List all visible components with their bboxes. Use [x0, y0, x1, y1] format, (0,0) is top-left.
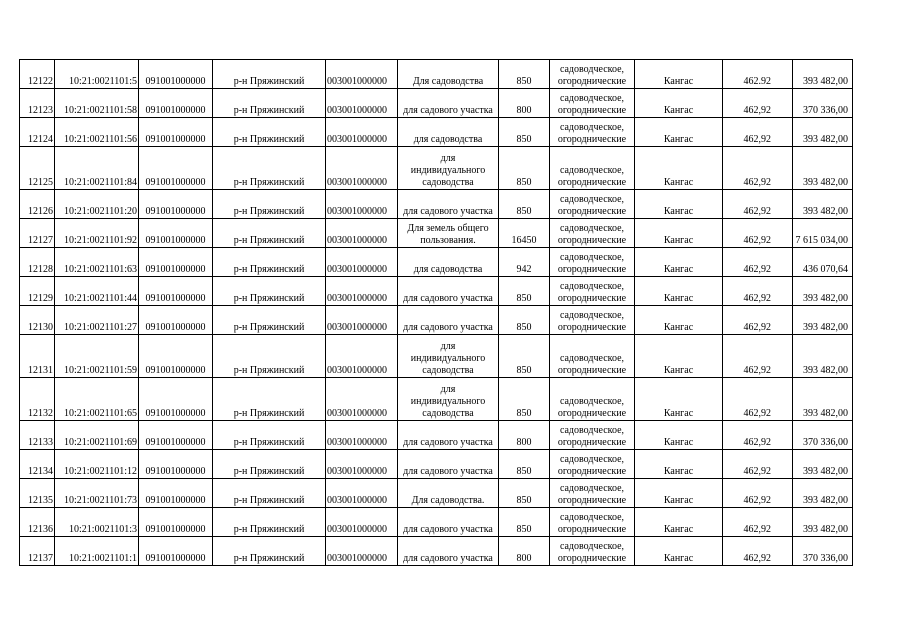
- district-cell: р-н Пряжинский: [213, 450, 326, 479]
- territory-code-cell: 003001000000: [326, 118, 398, 147]
- table-row: [20, 60, 853, 89]
- table-body: [20, 60, 853, 566]
- specific-value-cell: 462,92: [723, 508, 793, 537]
- area-cell: 942: [499, 248, 550, 277]
- district-cell: р-н Пряжинский: [213, 378, 326, 421]
- area-cell: 16450: [499, 219, 550, 248]
- district-cell: р-н Пряжинский: [213, 335, 326, 378]
- area-cell: 850: [499, 479, 550, 508]
- locality-cell: Кангас: [635, 421, 723, 450]
- locality-cell: Кангас: [635, 190, 723, 219]
- area-cell: 850: [499, 118, 550, 147]
- locality-cell: Кангас: [635, 306, 723, 335]
- cadastral-value-cell: 393 482,00: [793, 306, 853, 335]
- land-category-cell: [550, 306, 635, 335]
- specific-value-cell: 462,92: [723, 248, 793, 277]
- territory-code-cell: 003001000000: [326, 277, 398, 306]
- okato-code-cell: 091001000000: [139, 118, 213, 147]
- district-cell: р-н Пряжинский: [213, 479, 326, 508]
- cadastral-value-cell: 393 482,00: [793, 190, 853, 219]
- specific-value-cell: 462,92: [723, 147, 793, 190]
- row-number-cell: 12124: [20, 118, 55, 147]
- okato-code-cell: 091001000000: [139, 219, 213, 248]
- land-category-cell: [550, 190, 635, 219]
- locality-cell: Кангас: [635, 219, 723, 248]
- permitted-use-line: садоводства: [422, 177, 474, 188]
- table-row: [20, 306, 853, 335]
- cadastral-number-cell: 10:21:0021101:27: [55, 306, 139, 335]
- cadastral-value-cell: 370 336,00: [793, 421, 853, 450]
- land-category-cell: [550, 450, 635, 479]
- territory-code-cell: 003001000000: [326, 479, 398, 508]
- land-category-line: садоводческое,: [559, 281, 625, 292]
- territory-code-cell: 003001000000: [326, 450, 398, 479]
- land-category-line: огороднические: [557, 235, 627, 246]
- land-category-cell: [550, 219, 635, 248]
- cadastral-number-cell: 10:21:0021101:5: [55, 60, 139, 89]
- permitted-use-cell: [398, 537, 499, 566]
- locality-cell: Кангас: [635, 450, 723, 479]
- table-row: [20, 508, 853, 537]
- territory-code-cell: 003001000000: [326, 89, 398, 118]
- row-number-cell: 12132: [20, 378, 55, 421]
- permitted-use-line: для садового участка: [403, 206, 493, 217]
- land-category-line: огороднические: [557, 134, 627, 145]
- district-cell: р-н Пряжинский: [213, 508, 326, 537]
- cadastral-value-cell: 393 482,00: [793, 479, 853, 508]
- row-number-cell: 12131: [20, 335, 55, 378]
- permitted-use-cell: [398, 378, 499, 421]
- land-category-line: садоводческое,: [559, 396, 625, 407]
- land-category-line: огороднические: [557, 206, 627, 217]
- table-row: [20, 219, 853, 248]
- table-row: [20, 421, 853, 450]
- okato-code-cell: 091001000000: [139, 190, 213, 219]
- land-category-line: садоводческое,: [559, 483, 625, 494]
- permitted-use-line: Для земель общего: [407, 223, 489, 234]
- table-row: [20, 248, 853, 277]
- locality-cell: Кангас: [635, 147, 723, 190]
- locality-cell: Кангас: [635, 60, 723, 89]
- district-cell: р-н Пряжинский: [213, 306, 326, 335]
- cadastral-number-cell: 10:21:0021101:12: [55, 450, 139, 479]
- specific-value-cell: 462,92: [723, 335, 793, 378]
- territory-code-cell: 003001000000: [326, 335, 398, 378]
- okato-code-cell: 091001000000: [139, 306, 213, 335]
- cadastral-number-cell: 10:21:0021101:56: [55, 118, 139, 147]
- permitted-use-cell: [398, 118, 499, 147]
- okato-code-cell: 091001000000: [139, 537, 213, 566]
- territory-code-cell: 003001000000: [326, 306, 398, 335]
- land-category-line: садоводческое,: [559, 194, 625, 205]
- permitted-use-cell: [398, 479, 499, 508]
- cadastral-number-cell: 10:21:0021101:59: [55, 335, 139, 378]
- permitted-use-cell: [398, 147, 499, 190]
- permitted-use-cell: [398, 190, 499, 219]
- permitted-use-line: пользования.: [420, 235, 476, 246]
- territory-code-cell: 003001000000: [326, 60, 398, 89]
- district-cell: р-н Пряжинский: [213, 118, 326, 147]
- land-category-cell: [550, 248, 635, 277]
- permitted-use-cell: [398, 89, 499, 118]
- land-category-line: огороднические: [557, 524, 627, 535]
- okato-code-cell: 091001000000: [139, 60, 213, 89]
- land-category-line: огороднические: [557, 408, 627, 419]
- permitted-use-line: садоводства: [422, 365, 474, 376]
- permitted-use-line: для: [440, 341, 456, 352]
- row-number-cell: 12129: [20, 277, 55, 306]
- cadastral-number-cell: 10:21:0021101:20: [55, 190, 139, 219]
- land-category-line: садоводческое,: [559, 541, 625, 552]
- permitted-use-line: для садового участка: [403, 293, 493, 304]
- row-number-cell: 12136: [20, 508, 55, 537]
- cadastral-value-cell: 7 615 034,00: [793, 219, 853, 248]
- okato-code-cell: 091001000000: [139, 277, 213, 306]
- row-number-cell: 12134: [20, 450, 55, 479]
- okato-code-cell: 091001000000: [139, 450, 213, 479]
- territory-code-cell: 003001000000: [326, 537, 398, 566]
- district-cell: р-н Пряжинский: [213, 60, 326, 89]
- row-number-cell: 12128: [20, 248, 55, 277]
- specific-value-cell: 462,92: [723, 450, 793, 479]
- land-category-line: садоводческое,: [559, 425, 625, 436]
- specific-value-cell: 462,92: [723, 277, 793, 306]
- land-category-line: садоводческое,: [559, 310, 625, 321]
- territory-code-cell: 003001000000: [326, 147, 398, 190]
- cadastral-value-cell: 393 482,00: [793, 277, 853, 306]
- cadastral-number-cell: 10:21:0021101:3: [55, 508, 139, 537]
- district-cell: р-н Пряжинский: [213, 89, 326, 118]
- permitted-use-line: для: [440, 153, 456, 164]
- land-category-cell: [550, 479, 635, 508]
- district-cell: р-н Пряжинский: [213, 421, 326, 450]
- permitted-use-line: для садового участка: [403, 466, 493, 477]
- area-cell: 850: [499, 378, 550, 421]
- okato-code-cell: 091001000000: [139, 508, 213, 537]
- land-category-line: садоводческое,: [559, 64, 625, 75]
- okato-code-cell: 091001000000: [139, 147, 213, 190]
- permitted-use-line: для садоводства: [413, 264, 483, 275]
- permitted-use-cell: [398, 306, 499, 335]
- specific-value-cell: 462,92: [723, 219, 793, 248]
- land-category-line: садоводческое,: [559, 165, 625, 176]
- locality-cell: Кангас: [635, 537, 723, 566]
- land-category-cell: [550, 421, 635, 450]
- table-row: [20, 147, 853, 190]
- okato-code-cell: 091001000000: [139, 335, 213, 378]
- cadastral-value-cell: 393 482,00: [793, 118, 853, 147]
- cadastral-number-cell: 10:21:0021101:58: [55, 89, 139, 118]
- permitted-use-cell: [398, 421, 499, 450]
- specific-value-cell: 462,92: [723, 190, 793, 219]
- table-row: [20, 537, 853, 566]
- specific-value-cell: 462,92: [723, 378, 793, 421]
- permitted-use-line: Для садоводства: [412, 76, 484, 87]
- locality-cell: Кангас: [635, 118, 723, 147]
- row-number-cell: 12137: [20, 537, 55, 566]
- cadastral-value-cell: 393 482,00: [793, 60, 853, 89]
- land-category-line: садоводческое,: [559, 93, 625, 104]
- permitted-use-cell: [398, 248, 499, 277]
- land-category-line: садоводческое,: [559, 353, 625, 364]
- land-category-line: огороднические: [557, 437, 627, 448]
- area-cell: 850: [499, 335, 550, 378]
- cadastral-number-cell: 10:21:0021101:63: [55, 248, 139, 277]
- area-cell: 850: [499, 306, 550, 335]
- permitted-use-line: садоводства: [422, 408, 474, 419]
- land-category-line: огороднические: [557, 466, 627, 477]
- okato-code-cell: 091001000000: [139, 421, 213, 450]
- land-category-cell: [550, 537, 635, 566]
- land-valuation-table: [19, 59, 853, 566]
- cadastral-value-cell: 393 482,00: [793, 335, 853, 378]
- territory-code-cell: 003001000000: [326, 378, 398, 421]
- district-cell: р-н Пряжинский: [213, 537, 326, 566]
- permitted-use-cell: [398, 60, 499, 89]
- locality-cell: Кангас: [635, 479, 723, 508]
- cadastral-number-cell: 10:21:0021101:69: [55, 421, 139, 450]
- locality-cell: Кангас: [635, 335, 723, 378]
- permitted-use-cell: [398, 508, 499, 537]
- land-category-cell: [550, 118, 635, 147]
- permitted-use-line: индивидуального: [410, 396, 486, 407]
- permitted-use-cell: [398, 335, 499, 378]
- land-category-line: садоводческое,: [559, 223, 625, 234]
- area-cell: 800: [499, 537, 550, 566]
- area-cell: 850: [499, 190, 550, 219]
- district-cell: р-н Пряжинский: [213, 219, 326, 248]
- locality-cell: Кангас: [635, 89, 723, 118]
- row-number-cell: 12123: [20, 89, 55, 118]
- area-cell: 800: [499, 89, 550, 118]
- land-category-line: огороднические: [557, 105, 627, 116]
- cadastral-number-cell: 10:21:0021101:65: [55, 378, 139, 421]
- permitted-use-line: для: [440, 384, 456, 395]
- territory-code-cell: 003001000000: [326, 508, 398, 537]
- territory-code-cell: 003001000000: [326, 421, 398, 450]
- row-number-cell: 12125: [20, 147, 55, 190]
- table-row: [20, 479, 853, 508]
- land-category-cell: [550, 60, 635, 89]
- land-category-cell: [550, 335, 635, 378]
- cadastral-number-cell: 10:21:0021101:84: [55, 147, 139, 190]
- area-cell: 850: [499, 277, 550, 306]
- row-number-cell: 12127: [20, 219, 55, 248]
- okato-code-cell: 091001000000: [139, 479, 213, 508]
- area-cell: 850: [499, 147, 550, 190]
- land-category-line: огороднические: [557, 553, 627, 564]
- specific-value-cell: 462.92: [723, 60, 793, 89]
- permitted-use-line: индивидуального: [410, 353, 486, 364]
- land-category-line: садоводческое,: [559, 512, 625, 523]
- land-category-cell: [550, 147, 635, 190]
- permitted-use-cell: [398, 450, 499, 479]
- permitted-use-cell: [398, 219, 499, 248]
- land-category-line: огороднические: [557, 293, 627, 304]
- permitted-use-line: для садового участка: [403, 105, 493, 116]
- land-category-line: огороднические: [557, 76, 627, 87]
- district-cell: р-н Пряжинский: [213, 248, 326, 277]
- permitted-use-line: для садового участка: [403, 553, 493, 564]
- locality-cell: Кангас: [635, 508, 723, 537]
- district-cell: р-н Пряжинский: [213, 277, 326, 306]
- okato-code-cell: 091001000000: [139, 89, 213, 118]
- specific-value-cell: 462,92: [723, 306, 793, 335]
- land-category-line: огороднические: [557, 177, 627, 188]
- land-category-line: огороднические: [557, 365, 627, 376]
- land-category-cell: [550, 378, 635, 421]
- cadastral-value-cell: 370 336,00: [793, 89, 853, 118]
- land-category-line: огороднические: [557, 322, 627, 333]
- cadastral-value-cell: 436 070,64: [793, 248, 853, 277]
- cadastral-number-cell: 10:21:0021101:73: [55, 479, 139, 508]
- cadastral-value-cell: 393 482,00: [793, 508, 853, 537]
- cadastral-value-cell: 393 482,00: [793, 147, 853, 190]
- land-category-cell: [550, 277, 635, 306]
- permitted-use-line: для садового участка: [403, 524, 493, 535]
- row-number-cell: 12135: [20, 479, 55, 508]
- okato-code-cell: 091001000000: [139, 378, 213, 421]
- district-cell: р-н Пряжинский: [213, 190, 326, 219]
- specific-value-cell: 462,92: [723, 421, 793, 450]
- table-row: [20, 378, 853, 421]
- area-cell: 800: [499, 421, 550, 450]
- area-cell: 850: [499, 508, 550, 537]
- row-number-cell: 12130: [20, 306, 55, 335]
- locality-cell: Кангас: [635, 277, 723, 306]
- cadastral-number-cell: 10:21:0021101:44: [55, 277, 139, 306]
- cadastral-number-cell: 10:21:0021101:92: [55, 219, 139, 248]
- land-category-cell: [550, 89, 635, 118]
- land-category-line: садоводческое,: [559, 122, 625, 133]
- district-cell: р-н Пряжинский: [213, 147, 326, 190]
- table-row: [20, 277, 853, 306]
- row-number-cell: 12133: [20, 421, 55, 450]
- permitted-use-cell: [398, 277, 499, 306]
- land-category-line: садоводческое,: [559, 252, 625, 263]
- permitted-use-line: Для садоводства.: [411, 495, 485, 506]
- table-row: [20, 118, 853, 147]
- territory-code-cell: 003001000000: [326, 190, 398, 219]
- territory-code-cell: 003001000000: [326, 219, 398, 248]
- cadastral-value-cell: 393 482,00: [793, 450, 853, 479]
- locality-cell: Кангас: [635, 378, 723, 421]
- table-row: [20, 335, 853, 378]
- specific-value-cell: 462,92: [723, 479, 793, 508]
- permitted-use-line: индивидуального: [410, 165, 486, 176]
- table-row: [20, 450, 853, 479]
- row-number-cell: 12122: [20, 60, 55, 89]
- cadastral-number-cell: 10:21:0021101:1: [55, 537, 139, 566]
- specific-value-cell: 462,92: [723, 118, 793, 147]
- okato-code-cell: 091001000000: [139, 248, 213, 277]
- row-number-cell: 12126: [20, 190, 55, 219]
- cadastral-value-cell: 370 336,00: [793, 537, 853, 566]
- permitted-use-line: для садового участка: [403, 437, 493, 448]
- territory-code-cell: 003001000000: [326, 248, 398, 277]
- locality-cell: Кангас: [635, 248, 723, 277]
- permitted-use-line: для садоводства: [413, 134, 483, 145]
- table-row: [20, 190, 853, 219]
- specific-value-cell: 462,92: [723, 89, 793, 118]
- land-category-cell: [550, 508, 635, 537]
- land-category-line: садоводческое,: [559, 454, 625, 465]
- area-cell: 850: [499, 450, 550, 479]
- specific-value-cell: 462,92: [723, 537, 793, 566]
- cadastral-value-cell: 393 482,00: [793, 378, 853, 421]
- permitted-use-line: для садового участка: [403, 322, 493, 333]
- land-category-line: огороднические: [557, 264, 627, 275]
- land-category-line: огороднические: [557, 495, 627, 506]
- area-cell: 850: [499, 60, 550, 89]
- table-row: [20, 89, 853, 118]
